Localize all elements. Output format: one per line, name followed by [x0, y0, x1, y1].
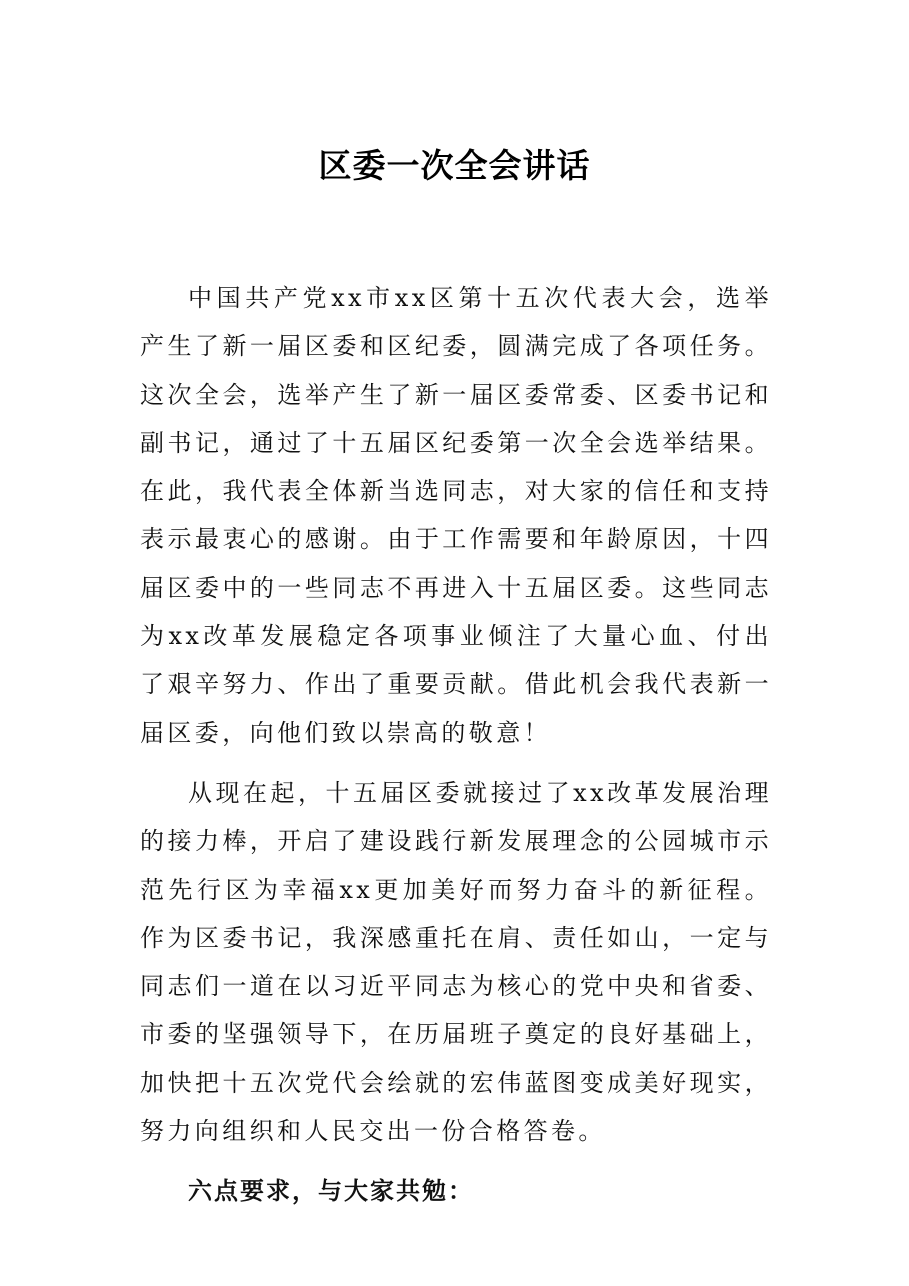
paragraph-2: 从现在起，十五届区委就接过了xx改革发展治理的接力棒，开启了建设践行新发展理念的公园城市示范先行区为幸福xx更加美好而努力奋斗的新征程。作为区委书记，我深感重托在肩、责任如山，一定与同志们一道在以习近平同志为核心的党中央和省委、市委的坚强领导下，在历届班子奠定的良好基础上，加快把十五次党代会绘就的宏伟蓝图变成美好现实，努力向组织和人民交出一份合格答卷。: [140, 778, 772, 1146]
section-heading: 六点要求，与大家共勉：: [188, 1176, 474, 1206]
document-body: [140, 274, 772, 1228]
paragraph-1: 中国共产党xx市xx区第十五次代表大会，选举产生了新一届区委和区纪委，圆满完成了各项任务。这次全会，选举产生了新一届区委常委、区委书记和副书记，通过了十五届区纪委第一次全会选举结果。在此，我代表全体新当选同志，对大家的信任和支持表示最衷心的感谢。由于工作需要和年龄原因，十四届区委中的一些同志不再进入十五届区委。这些同志为xx改革发展稳定各项事业倾注了大量心血、付出了艰辛努力、作出了重要贡献。借此机会我代表新一届区委，向他们致以崇高的敬意！: [140, 284, 772, 747]
document-title: 区委一次全会讲话: [318, 146, 591, 185]
